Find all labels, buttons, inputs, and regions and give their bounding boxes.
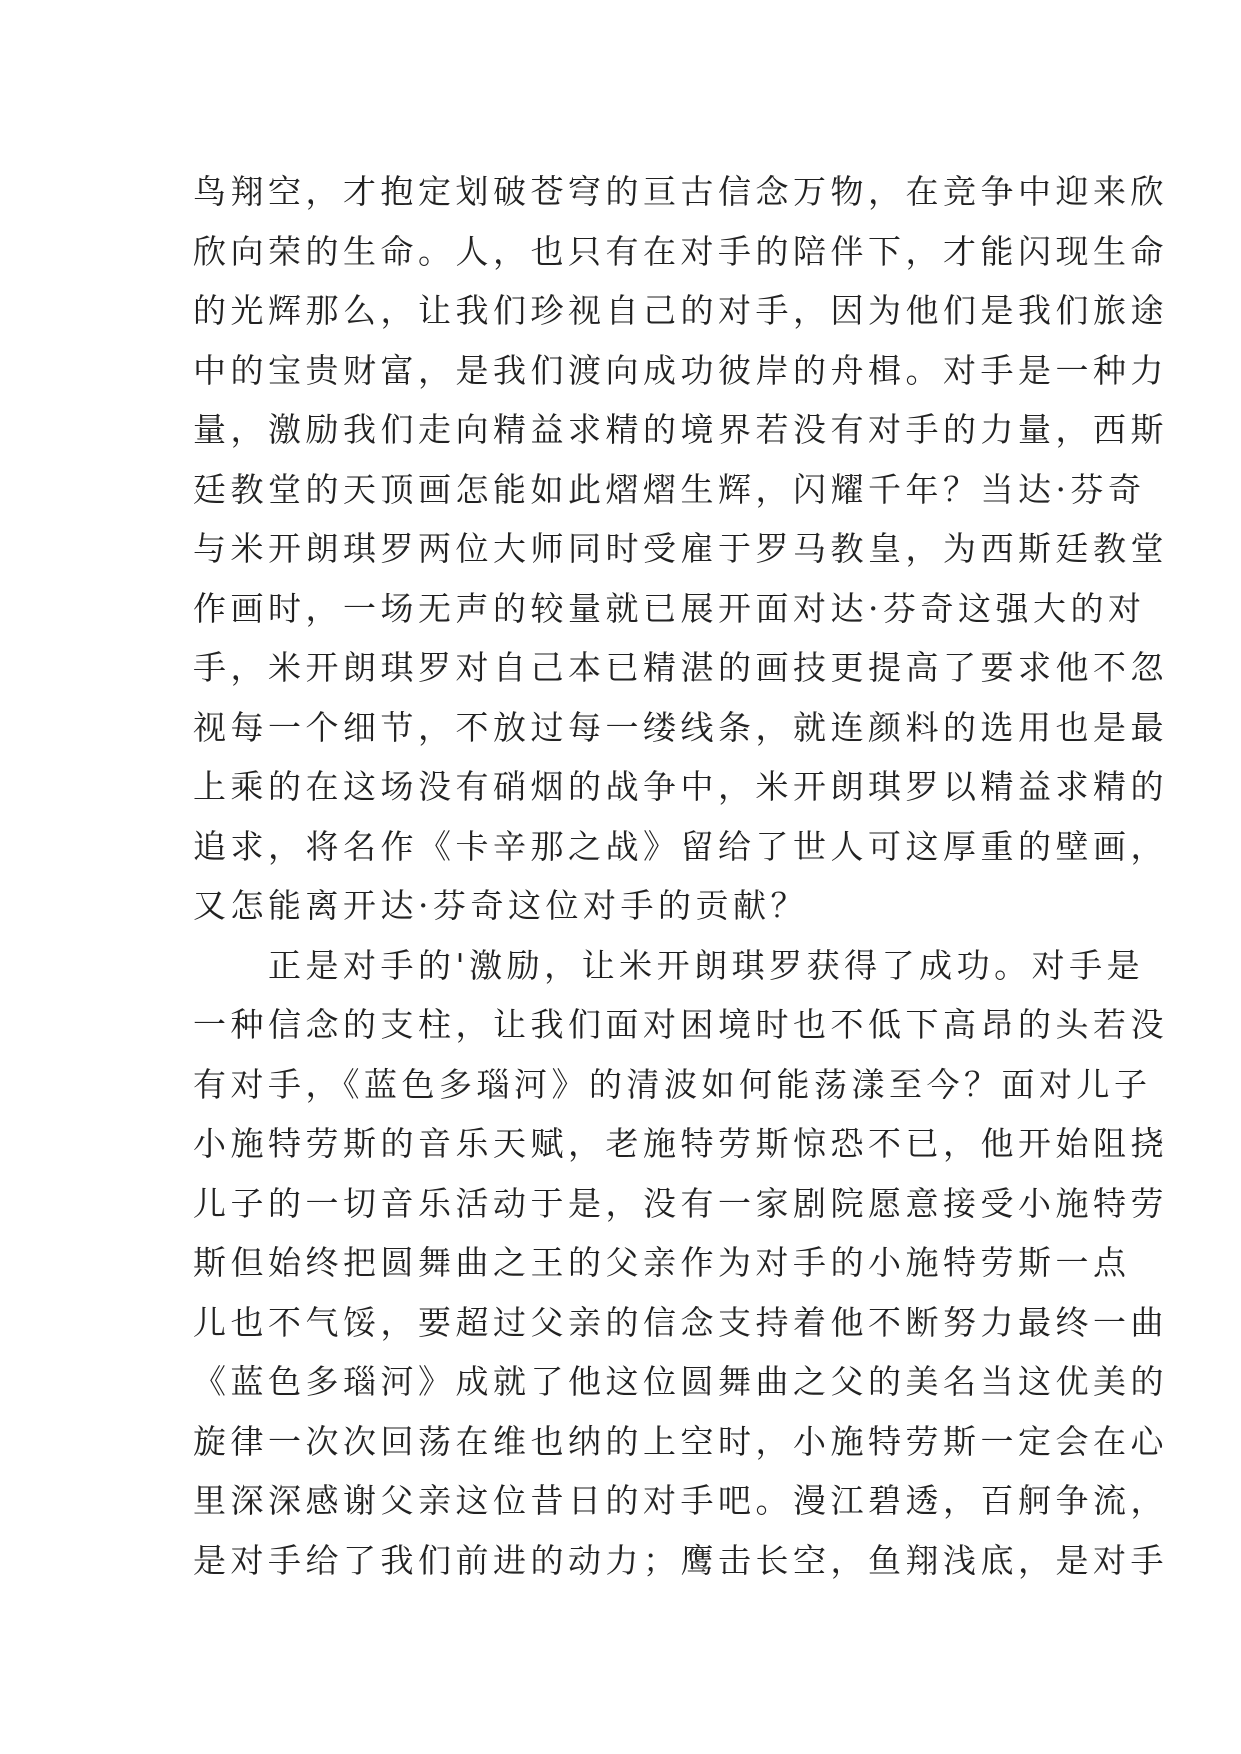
text-line: 廷教堂的天顶画怎能如此熠熠生辉，闪耀千年？当达·芬奇 xyxy=(193,469,1146,509)
text-line: 《蓝色多瑙河》成就了他这位圆舞曲之父的美名当这优美的 xyxy=(193,1362,1168,1401)
paragraph-start-line: 正是对手的'激励，让米开朗琪罗获得了成功。对手是 xyxy=(193,945,1145,985)
text-line: 有对手，《蓝色多瑙河》的清波如何能荡漾至今？面对儿子 xyxy=(193,1064,1152,1104)
text-line: 追求，将名作《卡辛那之战》留给了世人可这厚重的壁画， xyxy=(193,826,1168,866)
text-line: 儿也不气馁，要超过父亲的信念支持着他不断努力最终一曲 xyxy=(193,1302,1168,1342)
text-line: 视每一个细节，不放过每一缕线条，就连颜料的选用也是最 xyxy=(193,707,1168,747)
text-line: 鸟翔空，才抱定划破苍穹的亘古信念万物，在竞争中迎来欣 xyxy=(193,172,1168,211)
text-line: 里深深感谢父亲这位昔日的对手吧。漫江碧透，百舸争流， xyxy=(193,1481,1168,1520)
essay-body xyxy=(193,162,1168,1590)
text-line: 上乘的在这场没有硝烟的战争中，米开朗琪罗以精益求精的 xyxy=(193,767,1168,806)
text-line: 中的宝贵财富，是我们渡向成功彼岸的舟楫。对手是一种力 xyxy=(193,350,1168,390)
text-line: 一种信念的支柱，让我们面对困境时也不低下高昂的头若没 xyxy=(193,1005,1168,1044)
text-line: 手，米开朗琪罗对自己本已精湛的画技更提高了要求他不忽 xyxy=(193,648,1168,687)
text-line: 小施特劳斯的音乐天赋，老施特劳斯惊恐不已，他开始阻挠 xyxy=(193,1124,1168,1163)
text-line: 的光辉那么，让我们珍视自己的对手，因为他们是我们旅途 xyxy=(193,291,1168,330)
text-line: 欣向荣的生命。人，也只有在对手的陪伴下，才能闪现生命 xyxy=(193,231,1168,271)
text-line: 作画时，一场无声的较量就已展开面对达·芬奇这强大的对 xyxy=(193,588,1146,628)
text-line: 与米开朗琪罗两位大师同时受雇于罗马教皇，为西斯廷教堂 xyxy=(193,529,1168,568)
text-line: 斯但始终把圆舞曲之王的父亲作为对手的小施特劳斯一点 xyxy=(193,1243,1131,1282)
text-line: 量，激励我们走向精益求精的境界若没有对手的力量，西斯 xyxy=(193,410,1168,449)
text-line: 是对手给了我们前进的动力；鹰击长空，鱼翔浅底，是对手 xyxy=(193,1540,1168,1580)
text-line: 又怎能离开达·芬奇这位对手的贡献？ xyxy=(193,886,808,925)
text-line: 旋律一次次回荡在维也纳的上空时，小施特劳斯一定会在心 xyxy=(193,1421,1168,1461)
text-line: 儿子的一切音乐活动于是，没有一家剧院愿意接受小施特劳 xyxy=(193,1183,1168,1223)
